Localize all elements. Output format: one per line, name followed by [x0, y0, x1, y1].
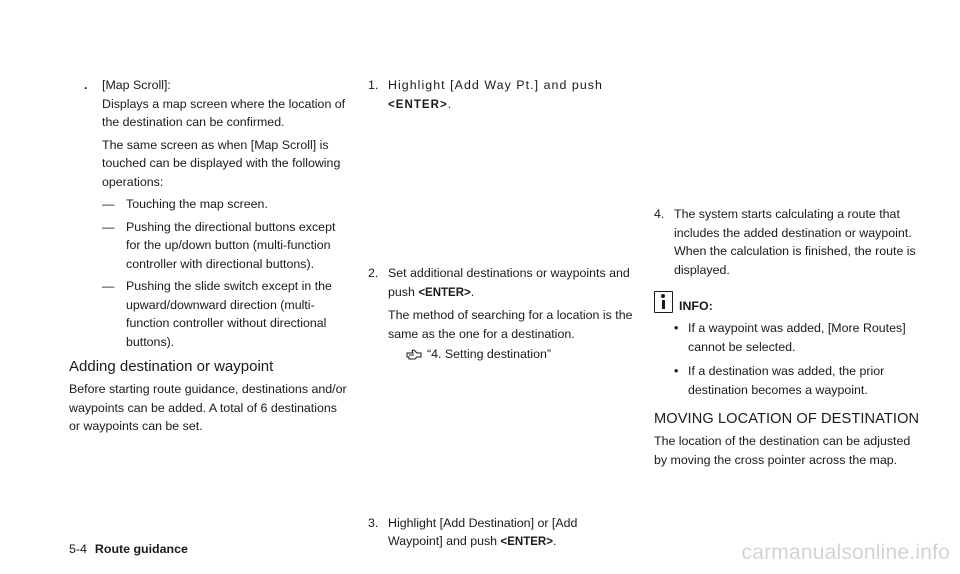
watermark: carmanualsonline.info — [741, 541, 950, 564]
step-2-note: The method of searching for a location is the same as the one for a destination. — [388, 308, 633, 341]
enter-key-label: <ENTER> — [500, 536, 553, 548]
info-icon — [654, 291, 673, 313]
section-heading-moving-location: MOVING LOCATION OF DESTINATION — [654, 411, 920, 427]
info-header — [654, 291, 922, 313]
cross-reference[interactable] — [388, 345, 634, 364]
step-2-text — [388, 264, 634, 302]
period: . — [552, 534, 557, 548]
cross-reference-text: “4. Setting destination” — [427, 347, 551, 361]
left-column — [69, 76, 349, 436]
step-number: 4. — [654, 207, 665, 221]
dash-mark: — — [102, 197, 115, 211]
bullet-map-scroll — [69, 76, 349, 95]
enter-key-label: <ENTER> — [418, 286, 471, 299]
step-2 — [368, 264, 634, 364]
step-1 — [368, 76, 634, 114]
section-heading-adding-destination: Adding destination or waypoint — [69, 358, 274, 375]
right-column — [654, 76, 922, 469]
dash-text: Pushing the directional buttons except for the up/down button (multi-function controller with directional buttons). — [126, 219, 336, 271]
step-3-instruction: Highlight [Add Destination] or [Add Waypoint] and push — [388, 515, 578, 548]
step-number: 2. — [368, 266, 379, 280]
bullet-dot: • — [674, 321, 679, 335]
step-4 — [654, 205, 922, 279]
info-text: If a waypoint was added, [More Routes] cannot be selected. — [688, 321, 906, 354]
dash-text: Pushing the slide switch except in the upward/downward direction (multi-function controller without directional buttons). — [126, 279, 332, 349]
bullet-dot: • — [674, 364, 679, 378]
map-scroll-details — [69, 95, 349, 352]
page-footer — [69, 540, 188, 558]
info-label: INFO: — [679, 299, 713, 313]
page-number: 5-4 — [69, 542, 87, 556]
pointing-hand-icon — [406, 348, 422, 360]
dash-mark: — — [102, 279, 115, 293]
middle-column — [368, 76, 634, 552]
step-2-instruction: Set additional destinations or waypoints and push — [388, 266, 630, 299]
info-item — [654, 319, 922, 356]
info-item — [654, 362, 922, 399]
step-1-instruction: Highlight [Add Way Pt.] and push — [388, 78, 603, 92]
step-number: 1. — [368, 78, 379, 92]
step-number: 3. — [368, 515, 379, 530]
dash-text: Touching the map screen. — [126, 197, 268, 211]
enter-key-label: <ENTER> — [388, 98, 448, 111]
step-1-text — [388, 76, 634, 114]
footer-section-title: Route guidance — [94, 542, 188, 556]
map-scroll-operations-intro: The same screen as when [Map Scroll] is touched can be displayed with the following operations: — [102, 137, 341, 189]
info-text: If a destination was added, the prior destination becomes a waypoint. — [688, 364, 885, 397]
map-scroll-description: Displays a map screen where the location of the destination can be confirmed. — [102, 96, 346, 129]
adding-destination-description: Before starting route guidance, destinations and/or waypoints can be added. A total of 6 destinations or waypoints can be set. — [69, 382, 347, 433]
step-3 — [368, 514, 634, 552]
period: . — [447, 96, 453, 111]
dash-item — [102, 277, 349, 351]
moving-location-description: The location of the destination can be adjusted by moving the cross pointer across the map. — [654, 434, 911, 467]
dash-item — [102, 195, 349, 214]
bullet-label: [Map Scroll]: — [102, 78, 171, 92]
dash-item — [102, 218, 349, 274]
dash-mark: — — [102, 219, 115, 234]
step-4-text: The system starts calculating a route that includes the added destination or waypoint. When the calculation is finished, the route is displayed. — [674, 207, 916, 277]
step-3-text — [388, 514, 634, 552]
bullet-dot: . — [84, 78, 88, 92]
period: . — [470, 284, 475, 299]
